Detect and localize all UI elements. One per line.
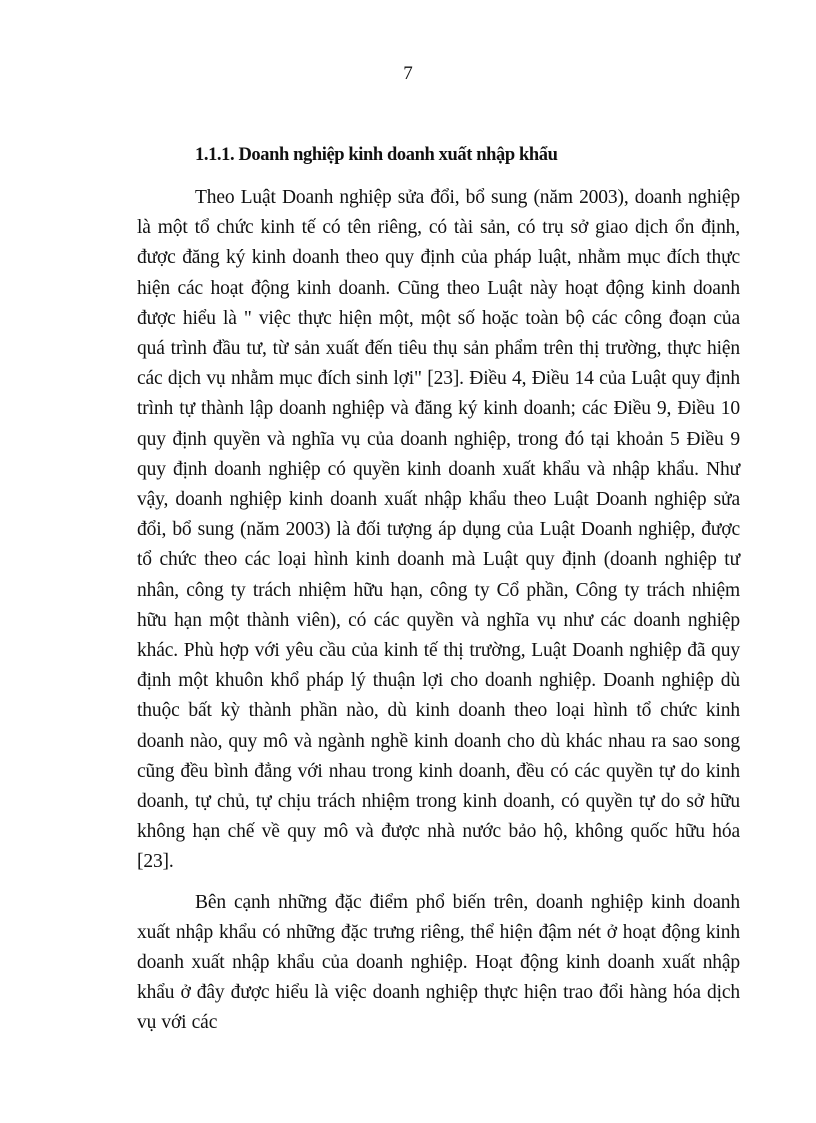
page-body	[137, 140, 740, 1039]
body-paragraph: Theo Luật Doanh nghiệp sửa đổi, bổ sung (năm 2003), doanh nghiệp là một tổ chức kinh tế có tên riêng, có tài sản, có trụ sở giao dịch ổn định, được đăng ký kinh doanh theo quy định của pháp luật, nhằm mục đích thực hiện các hoạt động kinh doanh. Cũng theo Luật này hoạt động kinh doanh được hiểu là " việc thực hiện một, một số hoặc toàn bộ các công đoạn của quá trình đầu tư, từ sản xuất đến tiêu thụ sản phẩm trên thị trường, thực hiện các dịch vụ nhằm mục đích sinh lợi" [23]. Điều 4, Điều 14 của Luật quy định trình tự thành lập doanh nghiệp và đăng ký kinh doanh; các Điều 9, Điều 10 quy định quyền và nghĩa vụ của doanh nghiệp, trong đó tại khoản 5 Điều 9 quy định doanh nghiệp có quyền kinh doanh xuất khẩu và nhập khẩu. Như vậy, doanh nghiệp kinh doanh xuất nhập khẩu theo Luật Doanh nghiệp sửa đổi, bổ sung (năm 2003) là đối tượng áp dụng của Luật Doanh nghiệp, được tổ chức theo các loại hình kinh doanh mà Luật quy định (doanh nghiệp tư nhân, công ty trách nhiệm hữu hạn, công ty Cổ phần, Công ty trách nhiệm hữu hạn một thành viên), có các quyền và nghĩa vụ như các doanh nghiệp khác. Phù hợp với yêu cầu của kinh tế thị trường, Luật Doanh nghiệp đã quy định một khuôn khổ pháp lý thuận lợi cho doanh nghiệp. Doanh nghiệp dù thuộc bất kỳ thành phần nào, dù kinh doanh theo loại hình tổ chức kinh doanh nào, quy mô và ngành nghề kinh doanh cho dù khác nhau ra sao song cũng đều bình đẳng với nhau trong kinh doanh, đều có các quyền tự do kinh doanh, tự chủ, tự chịu trách nhiệm trong kinh doanh, có quyền tự do sở hữu không hạn chế về quy mô và được nhà nước bảo hộ, không quốc hữu hóa [23].	[137, 187, 740, 873]
page-number: 7	[403, 63, 413, 84]
body-paragraph: Bên cạnh những đặc điểm phổ biến trên, doanh nghiệp kinh doanh xuất nhập khẩu có những đặc trưng riêng, thể hiện đậm nét ở hoạt động kinh doanh xuất nhập khẩu của doanh nghiệp. Hoạt động kinh doanh xuất nhập khẩu ở đây được hiểu là việc doanh nghiệp thực hiện trao đổi hàng hóa dịch vụ với các	[137, 891, 740, 1034]
section-heading: 1.1.1. Doanh nghiệp kinh doanh xuất nhập khẩu	[195, 145, 558, 165]
